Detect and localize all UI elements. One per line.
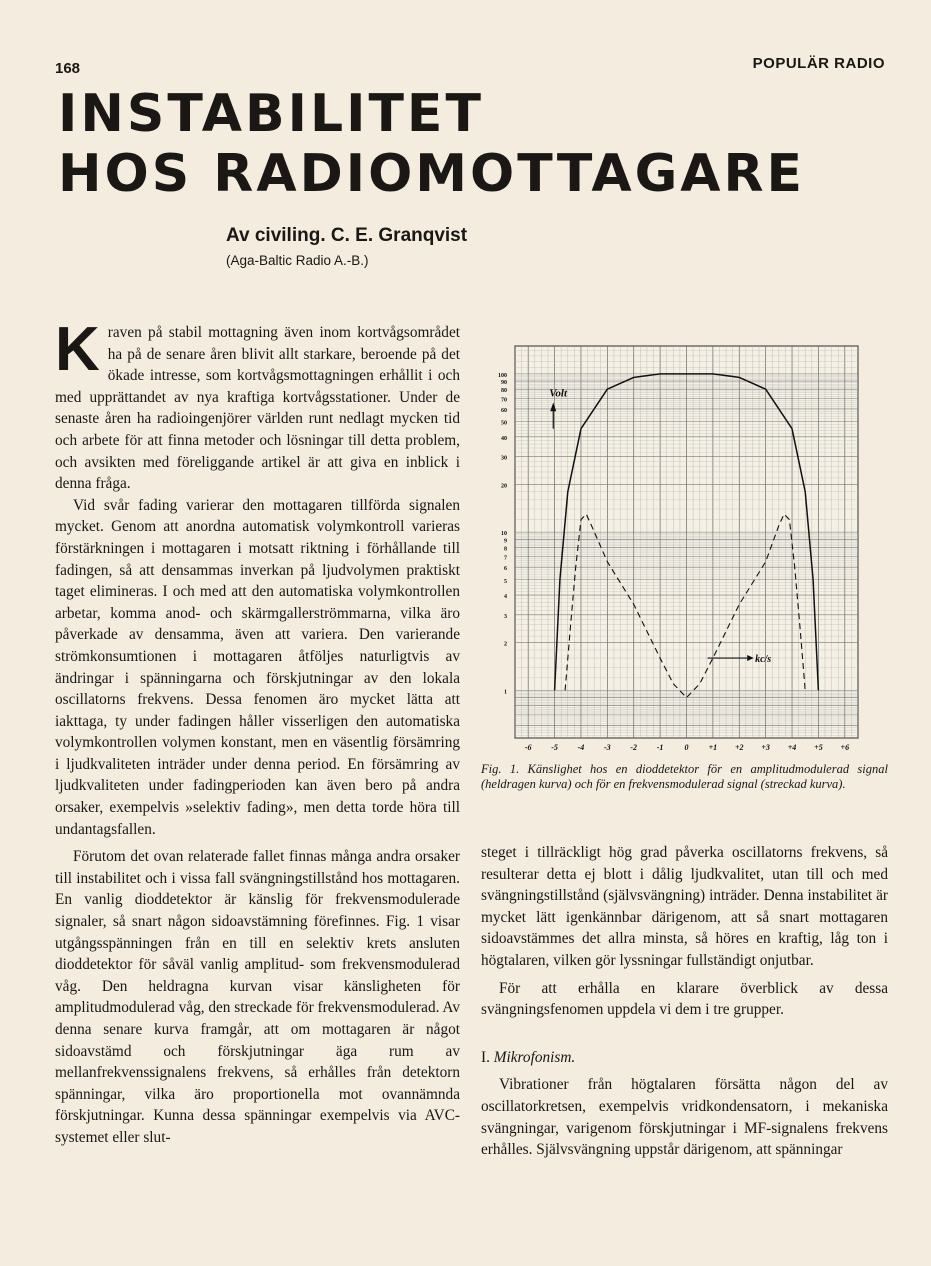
y-tick-label: 60	[501, 407, 507, 414]
y-tick-label: 40	[501, 435, 507, 442]
y-tick-label: 10	[501, 531, 507, 538]
caption-label: Fig. 1.	[481, 762, 520, 776]
section-number: I.	[481, 1048, 490, 1066]
x-tick-label: +5	[814, 743, 823, 752]
title-line-1: INSTABILITET	[58, 84, 484, 144]
y-tick-label: 80	[501, 388, 507, 395]
y-tick-label: 50	[501, 420, 507, 427]
affiliation: (Aga-Baltic Radio A.-B.)	[226, 253, 369, 268]
x-tick-label: -4	[577, 743, 585, 752]
drop-cap: K	[55, 315, 100, 384]
right-paragraph-1: steget i tillräckligt hög grad påverka oscillatorns frekvens, så resulterar detta ej blott i dålig ljudkvalitet, utan till och med svängningstillstånd (självsvängning) inträder. Denna instabilitet är mycket lätt igenkännbar därigenom, att så snart mottagaren sidoavstämmes det allra minsta, så höres en kraftig, låg ton i högtalaren, vilken gör lyssningar fullständigt onjutbar.	[481, 844, 888, 969]
figure-1	[498, 338, 863, 758]
left-column	[55, 315, 460, 1149]
paragraph-1-text: raven på stabil mottagning även inom kortvågsområdet ha på de senare åren blivit allt starkare, beroende på det ökade intresse, som kortvågsmottagningen erhållit i och med upprättandet av nya kraftiga kortvågsstationer. Under de senaste åren ha radioingenjörer världen runt nedlagt mycken tid och arbete för att finna metoder och lösningar till detta problem, och avsikten med föreliggande artikel är att giva en inblick i denna fråga.	[55, 324, 460, 493]
x-tick-label: -3	[604, 743, 611, 752]
y-axis-label: Volt	[549, 387, 568, 400]
x-tick-label: +1	[708, 743, 718, 752]
x-tick-label: +3	[761, 743, 770, 752]
article-title	[58, 84, 805, 204]
magazine-name: POPULÄR RADIO	[752, 55, 885, 72]
y-tick-label: 5	[504, 578, 507, 585]
y-tick-label: 3	[504, 613, 507, 620]
x-tick-label: -5	[551, 743, 558, 752]
y-tick-label: 100	[498, 372, 507, 379]
title-line-2: HOS RADIOMOTTAGARE	[58, 144, 806, 204]
y-tick-label: 90	[501, 380, 507, 387]
y-tick-label: 20	[501, 483, 507, 490]
right-paragraph-2: För att erhålla en klarare överblick av dessa svängningsfenomen uppdela vi dem i tre grupper.	[481, 979, 888, 1019]
y-tick-label: 4	[504, 594, 507, 601]
x-tick-label: -1	[656, 743, 664, 752]
x-tick-label: 0	[684, 743, 689, 752]
x-tick-label: +6	[840, 743, 850, 752]
x-axis-label: kc/s	[755, 654, 772, 666]
page-number: 168	[55, 60, 81, 77]
y-tick-label: 6	[504, 566, 507, 573]
chart-svg	[498, 338, 863, 758]
paragraph-2: Vid svår fading varierar den mottagaren tillförda signalen mycket. Genom att anordna automatisk volymkontroll varieras förstärkningen i mottagaren i motsatt riktning i förhållande till fadingen, så att densammas inverkan på ljudvolymen praktiskt taget elimineras. I och med att den automatiska volymkontrollen arbetar, komma anod- och skärmgallerströmmarna, vilka äro påverkade av densamma, även att variera. Den varierande strömkonsumtionen i mottagaren åtföljes naturligtvis av ändringar i spänningarna och förskjutningar av den lokala oscillatorns frekvens. Dessa fenomen äro mycket lätta att iakttaga, ty under fadingen håller visserligen den automatiska volymkontrollen volymen konstant, men en väsentlig försämring i ljudkvaliteten inträder under denna period. En försämring av ljudkvaliteten under fadingperioden kan även bero på andra orsaker, exempelvis »selektiv fading», men detta torde höra till undantagsfallen.	[55, 496, 460, 838]
y-tick-label: 1	[504, 689, 507, 696]
y-tick-label: 70	[501, 397, 507, 404]
x-tick-label: -6	[524, 743, 532, 752]
y-tick-label: 30	[501, 455, 507, 462]
paragraph-3: Förutom det ovan relaterade fallet finnas många andra orsaker till instabilitet och i vissa fall svängningstillstånd hos mottagaren. En vanlig dioddetektor är känslig för frekvensmodulerade signaler, så snart någon sidoavstämning förefinnes. Fig. 1 visar utgångsspänningen från en till en selektiv krets ansluten dioddetektor för såväl vanlig amplitud- som frekvensmodulerad våg. Den heldragna kurvan visar känsligheten för amplitudmodulerad våg, den streckade för frekvensmodulerad. Av denna senare kurva framgår, att om mottagaren är något sidoavstämd och förskjutningar äga rum av mellanfrekvenssignalens frekvens, så erhålles från detektorn spänningar, vilka äro proportionella mot ovannämnda förskjutningar. Kunna dessa spänningar exempelvis via AVC-systemet eller slut-	[55, 848, 460, 1146]
y-tick-label: 2	[504, 641, 507, 648]
x-tick-label: -2	[630, 743, 638, 752]
y-tick-label: 9	[504, 538, 507, 545]
x-tick-label: +2	[734, 743, 744, 752]
caption-text: Känslighet hos en dioddetektor för en amplitudmodulerad signal (heldragen kurva) och för en frekvensmodulerad signal (streckad kurva).	[481, 762, 888, 791]
byline	[226, 225, 467, 268]
y-tick-label: 8	[504, 546, 507, 553]
section-heading	[481, 1047, 888, 1069]
paragraph-1	[55, 315, 460, 495]
author: Av civiling. C. E. Granqvist	[226, 225, 468, 246]
x-tick-label: +4	[787, 743, 797, 752]
right-paragraph-3: Vibrationer från högtalaren försätta någon del av oscillatorkretsen, exempelvis vridkondensatorn, i mekaniska svängningar, varigenom förskjutningar i MF-signalens frekvens erhålles. Självsvängning uppstår därigenom, att spänningar	[481, 1076, 888, 1159]
figure-caption	[481, 762, 888, 792]
y-tick-label: 7	[504, 555, 507, 562]
right-column	[481, 842, 888, 1161]
section-title: Mikrofonism.	[493, 1048, 576, 1066]
